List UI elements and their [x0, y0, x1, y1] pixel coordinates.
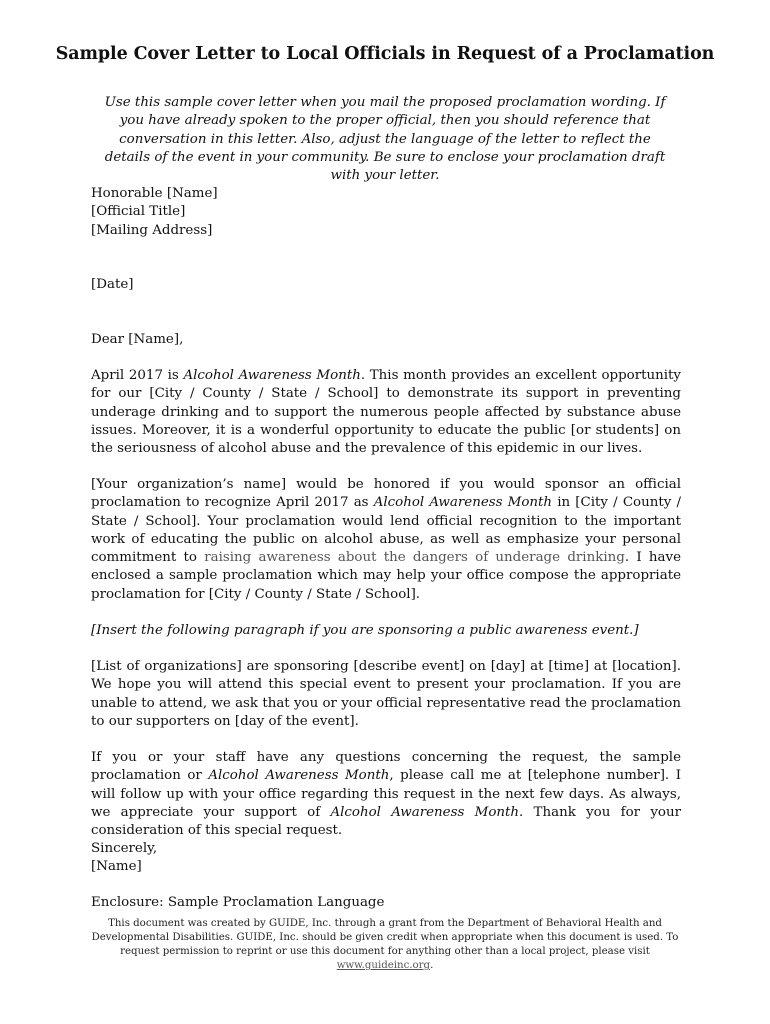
p4-text-a: If you or your staff have any questions concerning the request, the sample proclamation or — [91, 750, 681, 784]
p2-text-c: in [City / County / State / School]. Your proclamation would lend official recognition to the important work of educating the public on alcohol abuse, as well as emphasize your personal commitment to — [91, 495, 681, 566]
salutation: Dear [Name], — [91, 332, 184, 347]
p4-event-name-2: Alcohol Awareness Month. — [330, 804, 524, 820]
letter-date: [Date] — [91, 277, 134, 292]
guideinc-link[interactable]: www.guideinc.org — [336, 960, 431, 972]
footer-note — [80, 917, 690, 973]
paragraph-1 — [91, 367, 681, 458]
p4-text-c: , please call me at [telephone number]. I will follow up with your office regarding this request in the next few days. As always, we appreciate your support of — [91, 768, 681, 820]
p1-event-name: Alcohol Awareness Month — [183, 368, 361, 383]
recipient-mailing-address: [Mailing Address] — [91, 222, 213, 238]
paragraph-3: [List of organizations] are sponsoring [describe event] on [day] at [time] at [location]. We hope you will attend this special event to present your proclamation. If you are unable to attend, we ask that you or your official representative read the proclamation to our supporters on [day of the event]. — [91, 659, 681, 729]
p2-text-a: [Your organization’s name] would be honored if you would sponsor an official proclamation to recognize April 2017 as — [91, 477, 681, 511]
awareness-link[interactable]: raising awareness about the dangers of underage drinking — [204, 550, 625, 566]
recipient-title: [Official Title] — [91, 204, 186, 220]
p1-text-a: April 2017 is — [91, 368, 184, 383]
closing-block — [91, 840, 681, 877]
footer-end: . — [430, 960, 434, 972]
closing: Sincerely, — [91, 841, 158, 856]
intro-instructions: Use this sample cover letter when you mail the proposed proclamation wording. If you have already spoken to the proper official, then you should reference that conversation in this letter. Also, adjust the language of the letter to reflect the details of the event in your community. Be sure to enclose your proclamation draft with your letter. — [104, 95, 666, 184]
enclosure-line: Enclosure: Sample Proclamation Language — [91, 895, 385, 910]
p4-event-name: Alcohol Awareness Month — [208, 768, 390, 784]
p1-text-c: . This month provides an excellent opportunity for our [City / County / State / School] to demonstrate its support in preventing underage drinking and to support the numerous people affected by substance abuse issues. Moreover, it is a wonderful opportunity to educate the public [or students] on the seriousness of alcohol abuse and the prevalence of this epidemic in our lives. — [91, 368, 681, 457]
paragraph-4 — [91, 749, 681, 840]
recipient-address — [91, 185, 681, 240]
p2-event-name: Alcohol Awareness Month — [373, 495, 553, 511]
signature-name: [Name] — [91, 859, 142, 875]
footer-text: This document was created by GUIDE, Inc. through a grant from the Department of Behavioral Health and Developmental Disabilities. GUIDE, Inc. should be given credit when appropriate when this document is used. To request permission to reprint or use this document for anything other than a local project, please visit — [91, 918, 679, 958]
p2-text-d: . I have enclosed a sample proclamation which may help your office compose the appropriate proclamation for [City / County / State / School]. — [91, 550, 681, 602]
insert-note-text: [Insert the following paragraph if you are sponsoring a public awareness event.] — [91, 623, 639, 638]
insert-note — [91, 622, 681, 640]
p4-text-e: Thank you for your consideration of this special request. — [91, 804, 681, 839]
recipient-name: Honorable [Name] — [91, 186, 218, 201]
document-title: Sample Cover Letter to Local Officials in Request of a Proclamation — [55, 44, 715, 64]
paragraph-2 — [91, 476, 681, 604]
